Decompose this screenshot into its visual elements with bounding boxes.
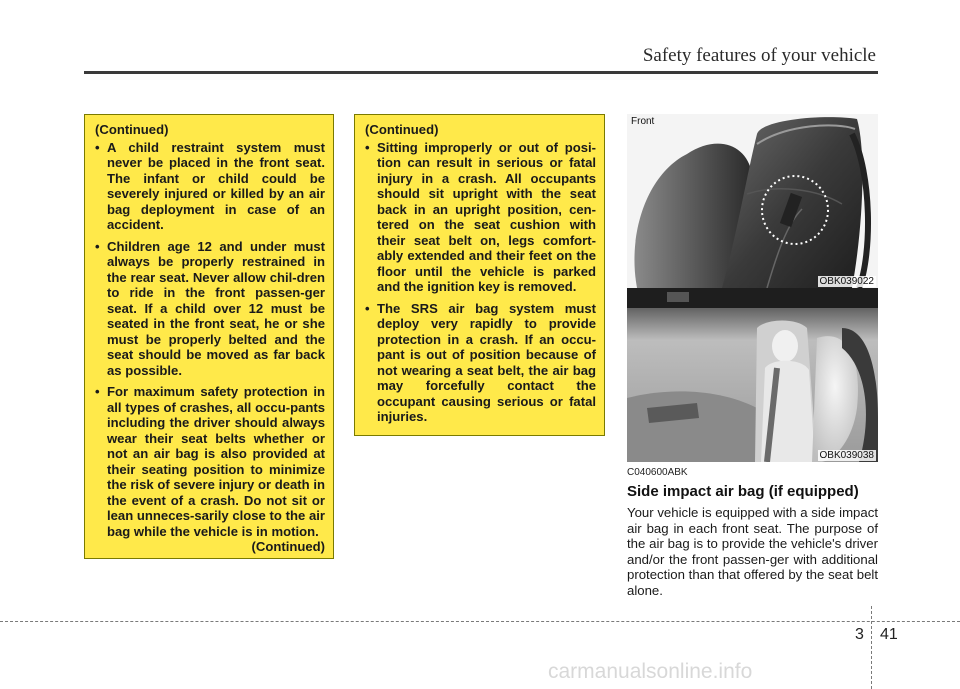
warning-bullet: • The SRS air bag system must deploy very rapidly to provide protection in a crash. If an occu-pant is out of position because of not wearing a seat belt, the air bag may forcefully contact the occupant causing serious or fatal injuries. xyxy=(363,301,596,425)
seat-airbag-illustration xyxy=(627,114,878,288)
section-body-text: Your vehicle is equipped with a side impact air bag in each front seat. The purpose of the air bag is to provide the vehicle's driver and/or the front passen-ger with additional protection than that offered by the seat belt alone. xyxy=(627,505,878,598)
continued-label-top: (Continued) xyxy=(365,122,439,137)
section-heading: Side impact air bag (if equipped) xyxy=(627,483,859,500)
warning-bullet: • Sitting improperly or out of posi-tion can result in serious or fatal injury in a crash. All occupants should sit upright with the seat back in an upright position, cen-tered on the seat cushion with their seat belt on, legs comfort-ably extended and their feet on the floor until the vehicle is parked and the ignition key is removed. xyxy=(363,140,596,295)
warning-bullet: • A child restraint system must never be placed in the front seat. The infant or child could be severely injured or killed by an air bag deployment in case of an accident. xyxy=(93,140,325,233)
chapter-number: 3 xyxy=(855,626,864,643)
watermark-text: carmanualsonline.info xyxy=(548,660,753,683)
page-header-title: Safety features of your vehicle xyxy=(642,45,876,66)
continued-label-top: (Continued) xyxy=(95,122,169,137)
warning-bullet: • Children age 12 and under must always be properly restrained in the rear seat. Never allow chil-dren to ride in the front passen-ger seat. If a child over 12 must be seated in the front seat, he or she must be properly belted and the seat should be moved as far back as possible. xyxy=(93,239,325,379)
header-rule xyxy=(84,71,878,74)
warning-bullet: • For maximum safety protection in all types of crashes, all occu-pants including the driver should always wear their seat belts whether or not an air bag is also provided at their seating position to minimize the risk of severe injury or death in the event of a crash. Do not sit or lean unneces-sarily close to the air bag while the vehicle is in motion. xyxy=(93,384,325,539)
section-code: C040600ABK xyxy=(627,467,688,478)
continued-label-bottom: (Continued) xyxy=(251,539,325,554)
figure-code: OBK039038 xyxy=(819,450,874,461)
warning-box-middle xyxy=(354,114,605,436)
page-number: 41 xyxy=(880,626,898,643)
page-number-divider xyxy=(871,606,872,689)
airbag-deployed-graphic xyxy=(627,288,878,462)
figure-code: OBK039022 xyxy=(819,276,874,287)
footer-rule xyxy=(0,621,960,622)
seat-illustration-graphic xyxy=(627,114,878,288)
warning-box-left xyxy=(84,114,334,559)
deployed-airbag-illustration xyxy=(627,288,878,462)
figure-front-label: Front xyxy=(631,116,655,127)
